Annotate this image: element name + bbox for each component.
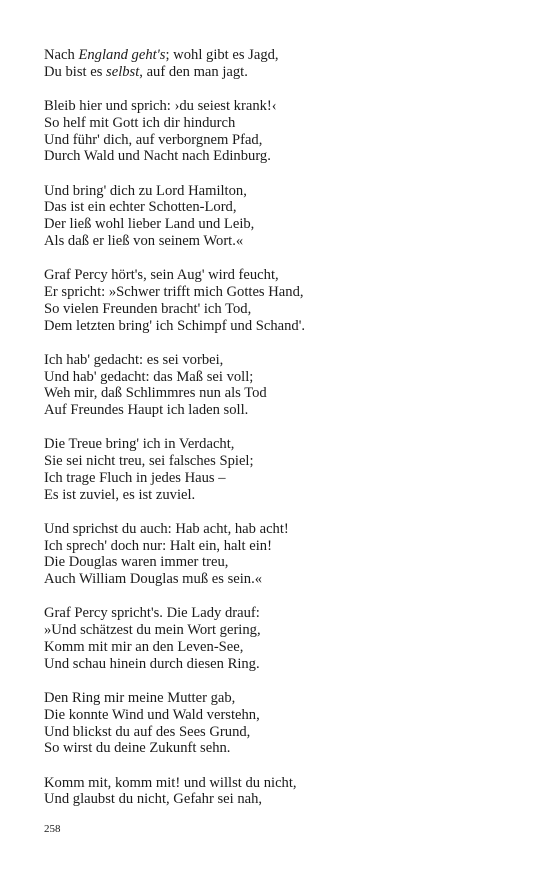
verse-line: [44, 98, 514, 115]
verse-line: [44, 385, 514, 402]
verse-line: [44, 487, 514, 504]
verse-line: [44, 470, 514, 487]
verse-text: Auch William Douglas muß es sein.«: [44, 571, 263, 588]
verse-text: Ich hab' gedacht: es sei vorbei,: [44, 351, 224, 368]
verse-line: [44, 724, 514, 741]
stanza: [44, 98, 514, 165]
verse-text: »Und schätzest du mein Wort gering,: [44, 622, 261, 639]
verse-text: Komm mit, komm mit! und willst du nicht,: [44, 774, 297, 791]
verse-line: [44, 115, 514, 132]
verse-text: Es ist zuviel, es ist zuviel.: [44, 486, 196, 503]
verse-line: [44, 132, 514, 149]
verse-line: [44, 199, 514, 216]
verse-line: [44, 775, 514, 792]
verse-line: [44, 352, 514, 369]
verse-line: [44, 554, 514, 571]
page-number: 258: [44, 823, 61, 835]
verse-text: Und sprichst du auch: Hab acht, hab acht!: [44, 520, 289, 537]
verse-line: [44, 571, 514, 588]
verse-line: [44, 639, 514, 656]
verse-line: [44, 267, 514, 284]
verse-text: So helf mit Gott ich dir hindurch: [44, 114, 236, 131]
verse-text: Ich trage Fluch in jedes Haus –: [44, 469, 226, 486]
stanza: [44, 267, 514, 334]
verse-text: Auf Freundes Haupt ich laden soll.: [44, 402, 249, 419]
verse-text: Die konnte Wind und Wald verstehn,: [44, 706, 260, 723]
verse-text: Dem letzten bring' ich Schimpf und Schand'.: [44, 317, 305, 334]
verse-line: [44, 538, 514, 555]
verse-text: Und bring' dich zu Lord Hamilton,: [44, 182, 247, 199]
stanza: [44, 183, 514, 250]
poem-body: [44, 47, 514, 826]
emphasized-text: selbst: [106, 63, 140, 80]
verse-text: Du bist es: [44, 63, 107, 80]
verse-line: [44, 656, 514, 673]
verse-text: Der ließ wohl lieber Land und Leib,: [44, 216, 255, 233]
verse-text: Weh mir, daß Schlimmres nun als Tod: [44, 385, 267, 402]
verse-line: [44, 284, 514, 301]
verse-text: So wirst du deine Zukunft sehn.: [44, 740, 231, 757]
verse-text: Die Treue bring' ich in Verdacht,: [44, 436, 235, 453]
verse-text: Nach: [44, 47, 79, 63]
verse-line: [44, 318, 514, 335]
verse-line: [44, 690, 514, 707]
stanza: [44, 521, 514, 588]
verse-text: Graf Percy spricht's. Die Lady drauf:: [44, 605, 260, 622]
verse-text: Und hab' gedacht: das Maß sei voll;: [44, 368, 254, 385]
stanza: [44, 352, 514, 419]
verse-line: [44, 622, 514, 639]
verse-line: [44, 521, 514, 538]
stanza: [44, 436, 514, 503]
verse-text: So vielen Freunden bracht' ich Tod,: [44, 300, 252, 317]
verse-line: [44, 47, 514, 64]
verse-text: Graf Percy hört's, sein Aug' wird feucht,: [44, 267, 279, 284]
verse-text: Sie sei nicht treu, sei falsches Spiel;: [44, 453, 254, 470]
verse-line: [44, 707, 514, 724]
verse-text: Ich sprech' doch nur: Halt ein, halt ein!: [44, 537, 272, 554]
verse-text: Als daß er ließ von seinem Wort.«: [44, 232, 244, 249]
verse-line: [44, 791, 514, 808]
verse-line: [44, 436, 514, 453]
emphasized-text: England geht's: [78, 47, 166, 63]
verse-text: Und blickst du auf des Sees Grund,: [44, 723, 251, 740]
verse-line: [44, 605, 514, 622]
verse-line: [44, 301, 514, 318]
verse-text: Durch Wald und Nacht nach Edinburg.: [44, 148, 271, 165]
verse-line: [44, 453, 514, 470]
verse-text: Bleib hier und sprich: ›du seiest krank!‹: [44, 97, 277, 114]
verse-text: Die Douglas waren immer treu,: [44, 554, 229, 571]
stanza: [44, 690, 514, 757]
verse-text: Und glaubst du nicht, Gefahr sei nah,: [44, 791, 263, 808]
verse-text: Den Ring mir meine Mutter gab,: [44, 690, 236, 707]
verse-text: Und schau hinein durch diesen Ring.: [44, 655, 260, 672]
verse-text: , auf den man jagt.: [139, 63, 248, 80]
stanza: [44, 605, 514, 672]
verse-line: [44, 183, 514, 200]
verse-text: ; wohl gibt es Jagd,: [165, 47, 279, 63]
verse-line: [44, 740, 514, 757]
verse-line: [44, 233, 514, 250]
stanza: [44, 47, 514, 81]
verse-text: Komm mit mir an den Leven-See,: [44, 639, 244, 656]
verse-line: [44, 402, 514, 419]
verse-text: Das ist ein echter Schotten-Lord,: [44, 199, 237, 216]
stanza: [44, 775, 514, 809]
verse-line: [44, 216, 514, 233]
verse-line: [44, 64, 514, 81]
verse-text: Er spricht: »Schwer trifft mich Gottes Hand,: [44, 283, 304, 300]
verse-line: [44, 369, 514, 386]
verse-text: Und führ' dich, auf verborgnem Pfad,: [44, 131, 263, 148]
verse-line: [44, 148, 514, 165]
